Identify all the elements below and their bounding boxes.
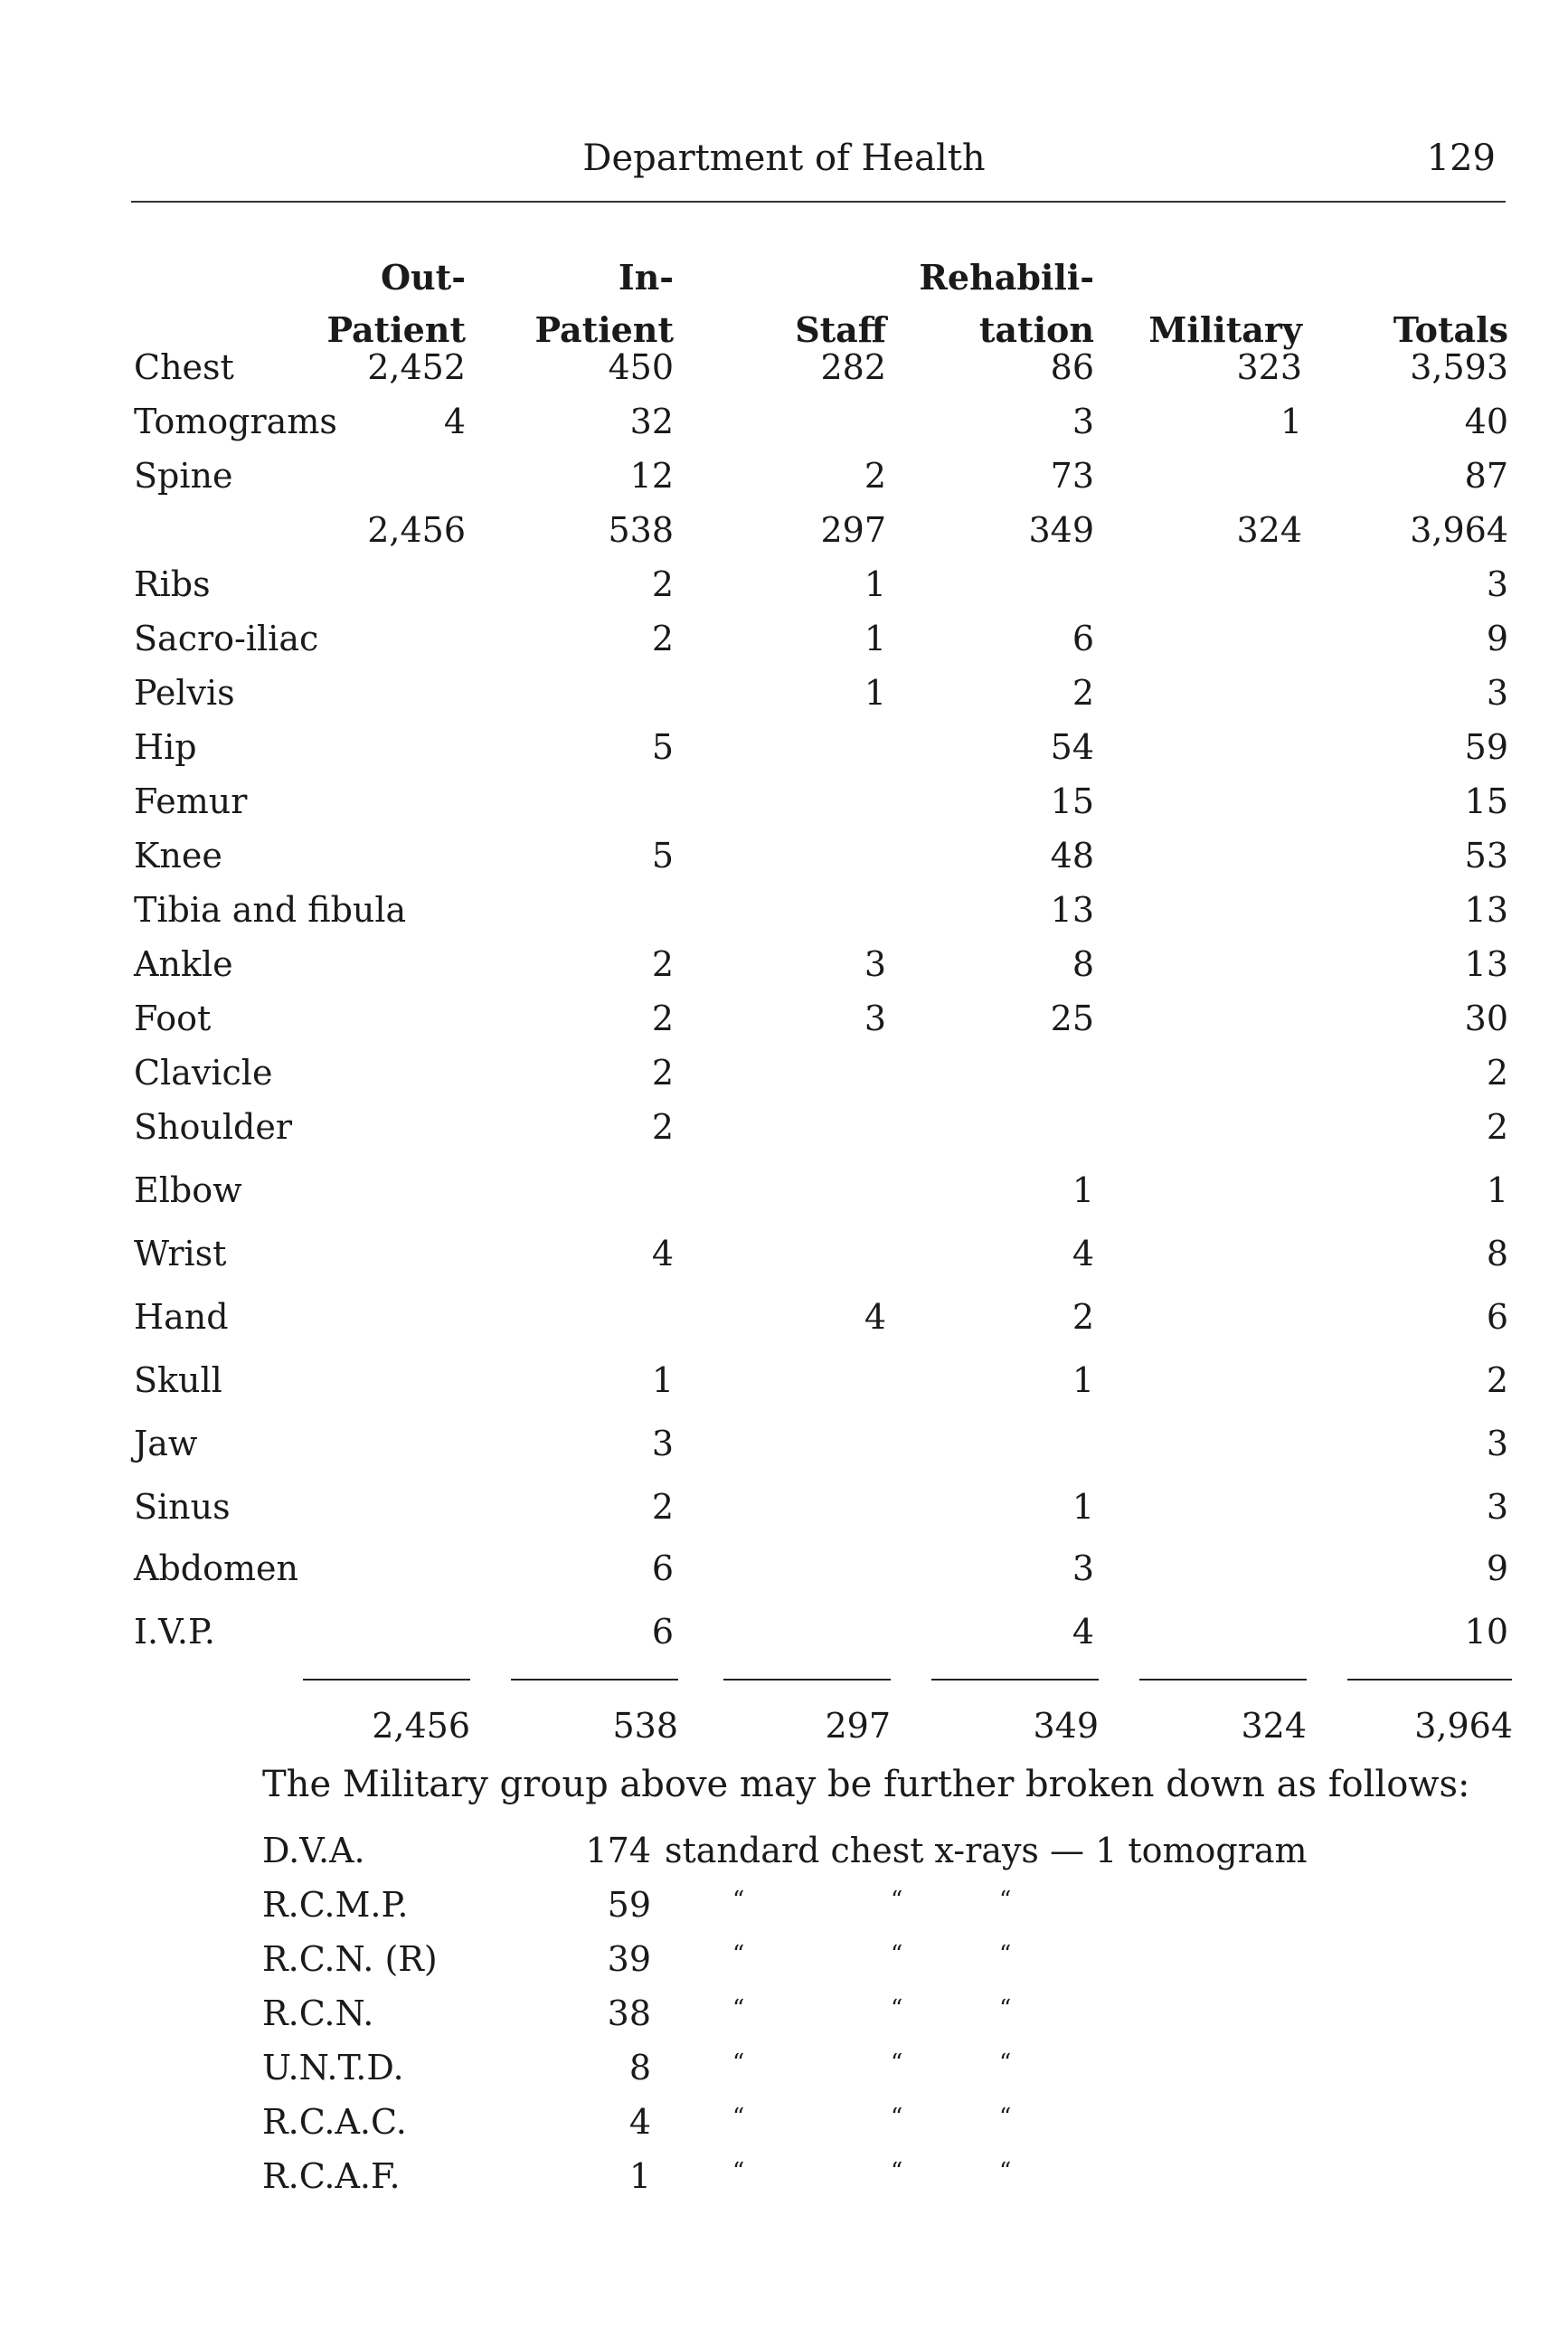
table-cell: 4 bbox=[864, 1297, 886, 1337]
column-header bbox=[1273, 251, 1508, 356]
ditto-mark: “ bbox=[891, 2158, 903, 2185]
table-cell: 2 bbox=[1072, 1297, 1094, 1337]
table-cell: 2 bbox=[651, 564, 674, 604]
table-cell: 13 bbox=[1464, 944, 1508, 984]
ditto-mark: “ bbox=[999, 2050, 1012, 2077]
row-label: Ribs bbox=[134, 564, 211, 604]
breakdown-label: R.C.A.C. bbox=[262, 2102, 407, 2142]
table-cell: 297 bbox=[820, 510, 886, 550]
table-cell: 324 bbox=[1236, 510, 1302, 550]
column-header bbox=[651, 251, 886, 356]
table-cell: 1 bbox=[1280, 402, 1302, 441]
column-header-line2: Totals bbox=[1393, 309, 1508, 350]
row-label: Elbow bbox=[134, 1170, 242, 1210]
ditto-mark: “ bbox=[891, 1887, 903, 1914]
table-cell: 1 bbox=[1072, 1487, 1094, 1527]
column-header-line2: tation bbox=[978, 309, 1094, 350]
total-rule bbox=[1347, 1679, 1512, 1680]
table-cell: 6 bbox=[651, 1612, 674, 1652]
row-label: Skull bbox=[134, 1360, 222, 1400]
ditto-mark: “ bbox=[999, 1887, 1012, 1914]
table-cell: 40 bbox=[1464, 402, 1508, 441]
header-rule bbox=[131, 201, 1506, 203]
breakdown-count: 8 bbox=[628, 2048, 651, 2088]
table-cell: 87 bbox=[1464, 456, 1508, 496]
ditto-mark: “ bbox=[891, 2050, 903, 2077]
row-label: Hip bbox=[134, 727, 197, 767]
ditto-mark: “ bbox=[732, 1995, 745, 2022]
table-cell: 2,452 bbox=[367, 347, 466, 387]
table-cell: 10 bbox=[1464, 1612, 1508, 1652]
ditto-mark: “ bbox=[732, 2158, 745, 2185]
page-header-title: Department of Health bbox=[582, 137, 986, 179]
table-cell: 3 bbox=[1486, 673, 1508, 713]
breakdown-count: 39 bbox=[607, 1939, 651, 1979]
table-cell: 4 bbox=[651, 1234, 674, 1273]
table-cell: 2 bbox=[651, 999, 674, 1038]
breakdown-description: standard chest x-rays — 1 tomogram bbox=[665, 1831, 1308, 1870]
ditto-mark: “ bbox=[999, 2158, 1012, 2185]
breakdown-label: R.C.A.F. bbox=[262, 2156, 401, 2196]
row-label: Sacro-iliac bbox=[134, 619, 319, 658]
total-rule bbox=[1139, 1679, 1307, 1680]
breakdown-label: R.C.N. bbox=[262, 1993, 374, 2033]
column-header-line1 bbox=[1067, 251, 1302, 304]
military-note: The Military group above may be further broken down as follows: bbox=[262, 1764, 1470, 1805]
row-label: Tomograms bbox=[134, 402, 337, 441]
table-cell: 1 bbox=[864, 564, 886, 604]
breakdown-count: 4 bbox=[628, 2102, 651, 2142]
breakdown-label: R.C.M.P. bbox=[262, 1885, 409, 1925]
table-cell: 59 bbox=[1464, 727, 1508, 767]
table-cell: 3 bbox=[1486, 1487, 1508, 1527]
table-cell: 3 bbox=[1072, 1548, 1094, 1588]
table-cell: 3,593 bbox=[1410, 347, 1508, 387]
table-cell: 2,456 bbox=[367, 510, 466, 550]
column-header bbox=[439, 251, 674, 356]
table-cell: 32 bbox=[629, 402, 674, 441]
row-label: Spine bbox=[134, 456, 233, 496]
table-cell: 13 bbox=[1464, 890, 1508, 930]
breakdown-label: U.N.T.D. bbox=[262, 2048, 404, 2088]
breakdown-count: 1 bbox=[628, 2156, 651, 2196]
table-cell: 3 bbox=[1486, 564, 1508, 604]
ditto-mark: “ bbox=[891, 1995, 903, 2022]
row-label: Sinus bbox=[134, 1487, 231, 1527]
total-rule bbox=[303, 1679, 470, 1680]
table-cell: 48 bbox=[1050, 836, 1094, 876]
page-number: 129 bbox=[1426, 137, 1496, 179]
total-rule bbox=[931, 1679, 1099, 1680]
table-cell: 1 bbox=[1486, 1170, 1508, 1210]
table-cell: 15 bbox=[1050, 781, 1094, 821]
column-header bbox=[1067, 251, 1302, 356]
total-rule bbox=[511, 1679, 678, 1680]
table-cell: 86 bbox=[1050, 347, 1094, 387]
table-cell: 1 bbox=[1072, 1170, 1094, 1210]
total-cell: 297 bbox=[825, 1706, 891, 1746]
table-cell: 323 bbox=[1236, 347, 1302, 387]
table-cell: 2 bbox=[651, 1107, 674, 1147]
table-cell: 6 bbox=[1072, 619, 1094, 658]
row-label: Jaw bbox=[134, 1424, 198, 1463]
table-cell: 4 bbox=[1072, 1612, 1094, 1652]
total-cell: 3,964 bbox=[1414, 1706, 1513, 1746]
breakdown-count: 174 bbox=[585, 1831, 651, 1870]
table-cell: 2 bbox=[1486, 1053, 1508, 1093]
column-header-line1: In- bbox=[618, 257, 674, 298]
table-cell: 6 bbox=[651, 1548, 674, 1588]
table-cell: 25 bbox=[1050, 999, 1094, 1038]
table-cell: 30 bbox=[1464, 999, 1508, 1038]
table-cell: 1 bbox=[864, 673, 886, 713]
table-cell: 8 bbox=[1486, 1234, 1508, 1273]
table-cell: 73 bbox=[1050, 456, 1094, 496]
table-cell: 5 bbox=[651, 836, 674, 876]
column-header bbox=[859, 251, 1094, 356]
table-cell: 9 bbox=[1486, 1548, 1508, 1588]
ditto-mark: “ bbox=[999, 2104, 1012, 2131]
table-cell: 3 bbox=[651, 1424, 674, 1463]
table-cell: 3,964 bbox=[1410, 510, 1508, 550]
column-header bbox=[231, 251, 466, 356]
ditto-mark: “ bbox=[732, 2050, 745, 2077]
table-cell: 3 bbox=[1486, 1424, 1508, 1463]
row-label: Pelvis bbox=[134, 673, 235, 713]
table-cell: 54 bbox=[1050, 727, 1094, 767]
row-label: Tibia and fibula bbox=[134, 890, 407, 930]
table-cell: 13 bbox=[1050, 890, 1094, 930]
table-cell: 4 bbox=[1072, 1234, 1094, 1273]
table-cell: 5 bbox=[651, 727, 674, 767]
ditto-mark: “ bbox=[999, 1995, 1012, 2022]
row-label: Femur bbox=[134, 781, 248, 821]
table-cell: 1 bbox=[1072, 1360, 1094, 1400]
row-label: I.V.P. bbox=[134, 1612, 215, 1652]
table-cell: 2 bbox=[1072, 673, 1094, 713]
ditto-mark: “ bbox=[732, 1941, 745, 1968]
table-cell: 2 bbox=[651, 619, 674, 658]
table-cell: 2 bbox=[1486, 1107, 1508, 1147]
row-label: Foot bbox=[134, 999, 212, 1038]
table-cell: 3 bbox=[1072, 402, 1094, 441]
table-cell: 2 bbox=[651, 1053, 674, 1093]
table-cell: 1 bbox=[864, 619, 886, 658]
table-cell: 349 bbox=[1028, 510, 1094, 550]
breakdown-count: 59 bbox=[607, 1885, 651, 1925]
breakdown-count: 38 bbox=[607, 1993, 651, 2033]
row-label: Hand bbox=[134, 1297, 229, 1337]
table-cell: 8 bbox=[1072, 944, 1094, 984]
table-cell: 2 bbox=[651, 1487, 674, 1527]
row-label: Knee bbox=[134, 836, 222, 876]
table-cell: 3 bbox=[864, 944, 886, 984]
ditto-mark: “ bbox=[999, 1941, 1012, 1968]
row-label: Abdomen bbox=[134, 1548, 298, 1588]
table-cell: 1 bbox=[651, 1360, 674, 1400]
row-label: Chest bbox=[134, 347, 234, 387]
table-cell: 282 bbox=[820, 347, 886, 387]
ditto-mark: “ bbox=[891, 2104, 903, 2131]
total-rule bbox=[723, 1679, 891, 1680]
table-cell: 450 bbox=[608, 347, 674, 387]
table-cell: 538 bbox=[608, 510, 674, 550]
row-label: Shoulder bbox=[134, 1107, 292, 1147]
table-cell: 9 bbox=[1486, 619, 1508, 658]
column-header-line1 bbox=[1273, 251, 1508, 304]
table-cell: 2 bbox=[651, 944, 674, 984]
breakdown-label: D.V.A. bbox=[262, 1831, 365, 1870]
column-header-line2: Staff bbox=[795, 309, 886, 350]
table-cell: 15 bbox=[1464, 781, 1508, 821]
column-header-line1: Rehabili- bbox=[919, 257, 1094, 298]
column-header-line2: Patient bbox=[326, 309, 466, 350]
column-header-line2: Patient bbox=[534, 309, 674, 350]
table-cell: 3 bbox=[864, 999, 886, 1038]
table-cell: 12 bbox=[629, 456, 674, 496]
breakdown-label: R.C.N. (R) bbox=[262, 1939, 438, 1979]
column-header-line1: Out- bbox=[380, 257, 466, 298]
total-cell: 538 bbox=[612, 1706, 678, 1746]
table-cell: 2 bbox=[1486, 1360, 1508, 1400]
total-cell: 349 bbox=[1033, 1706, 1099, 1746]
ditto-mark: “ bbox=[891, 1941, 903, 1968]
column-header-line1 bbox=[651, 251, 886, 304]
table-cell: 4 bbox=[443, 402, 466, 441]
table-cell: 2 bbox=[864, 456, 886, 496]
row-label: Wrist bbox=[134, 1234, 227, 1273]
ditto-mark: “ bbox=[732, 2104, 745, 2131]
row-label: Ankle bbox=[134, 944, 233, 984]
total-cell: 324 bbox=[1241, 1706, 1307, 1746]
table-cell: 6 bbox=[1486, 1297, 1508, 1337]
ditto-mark: “ bbox=[732, 1887, 745, 1914]
table-cell: 53 bbox=[1464, 836, 1508, 876]
column-header-line2: Military bbox=[1148, 309, 1302, 350]
row-label: Clavicle bbox=[134, 1053, 273, 1093]
total-cell: 2,456 bbox=[372, 1706, 470, 1746]
